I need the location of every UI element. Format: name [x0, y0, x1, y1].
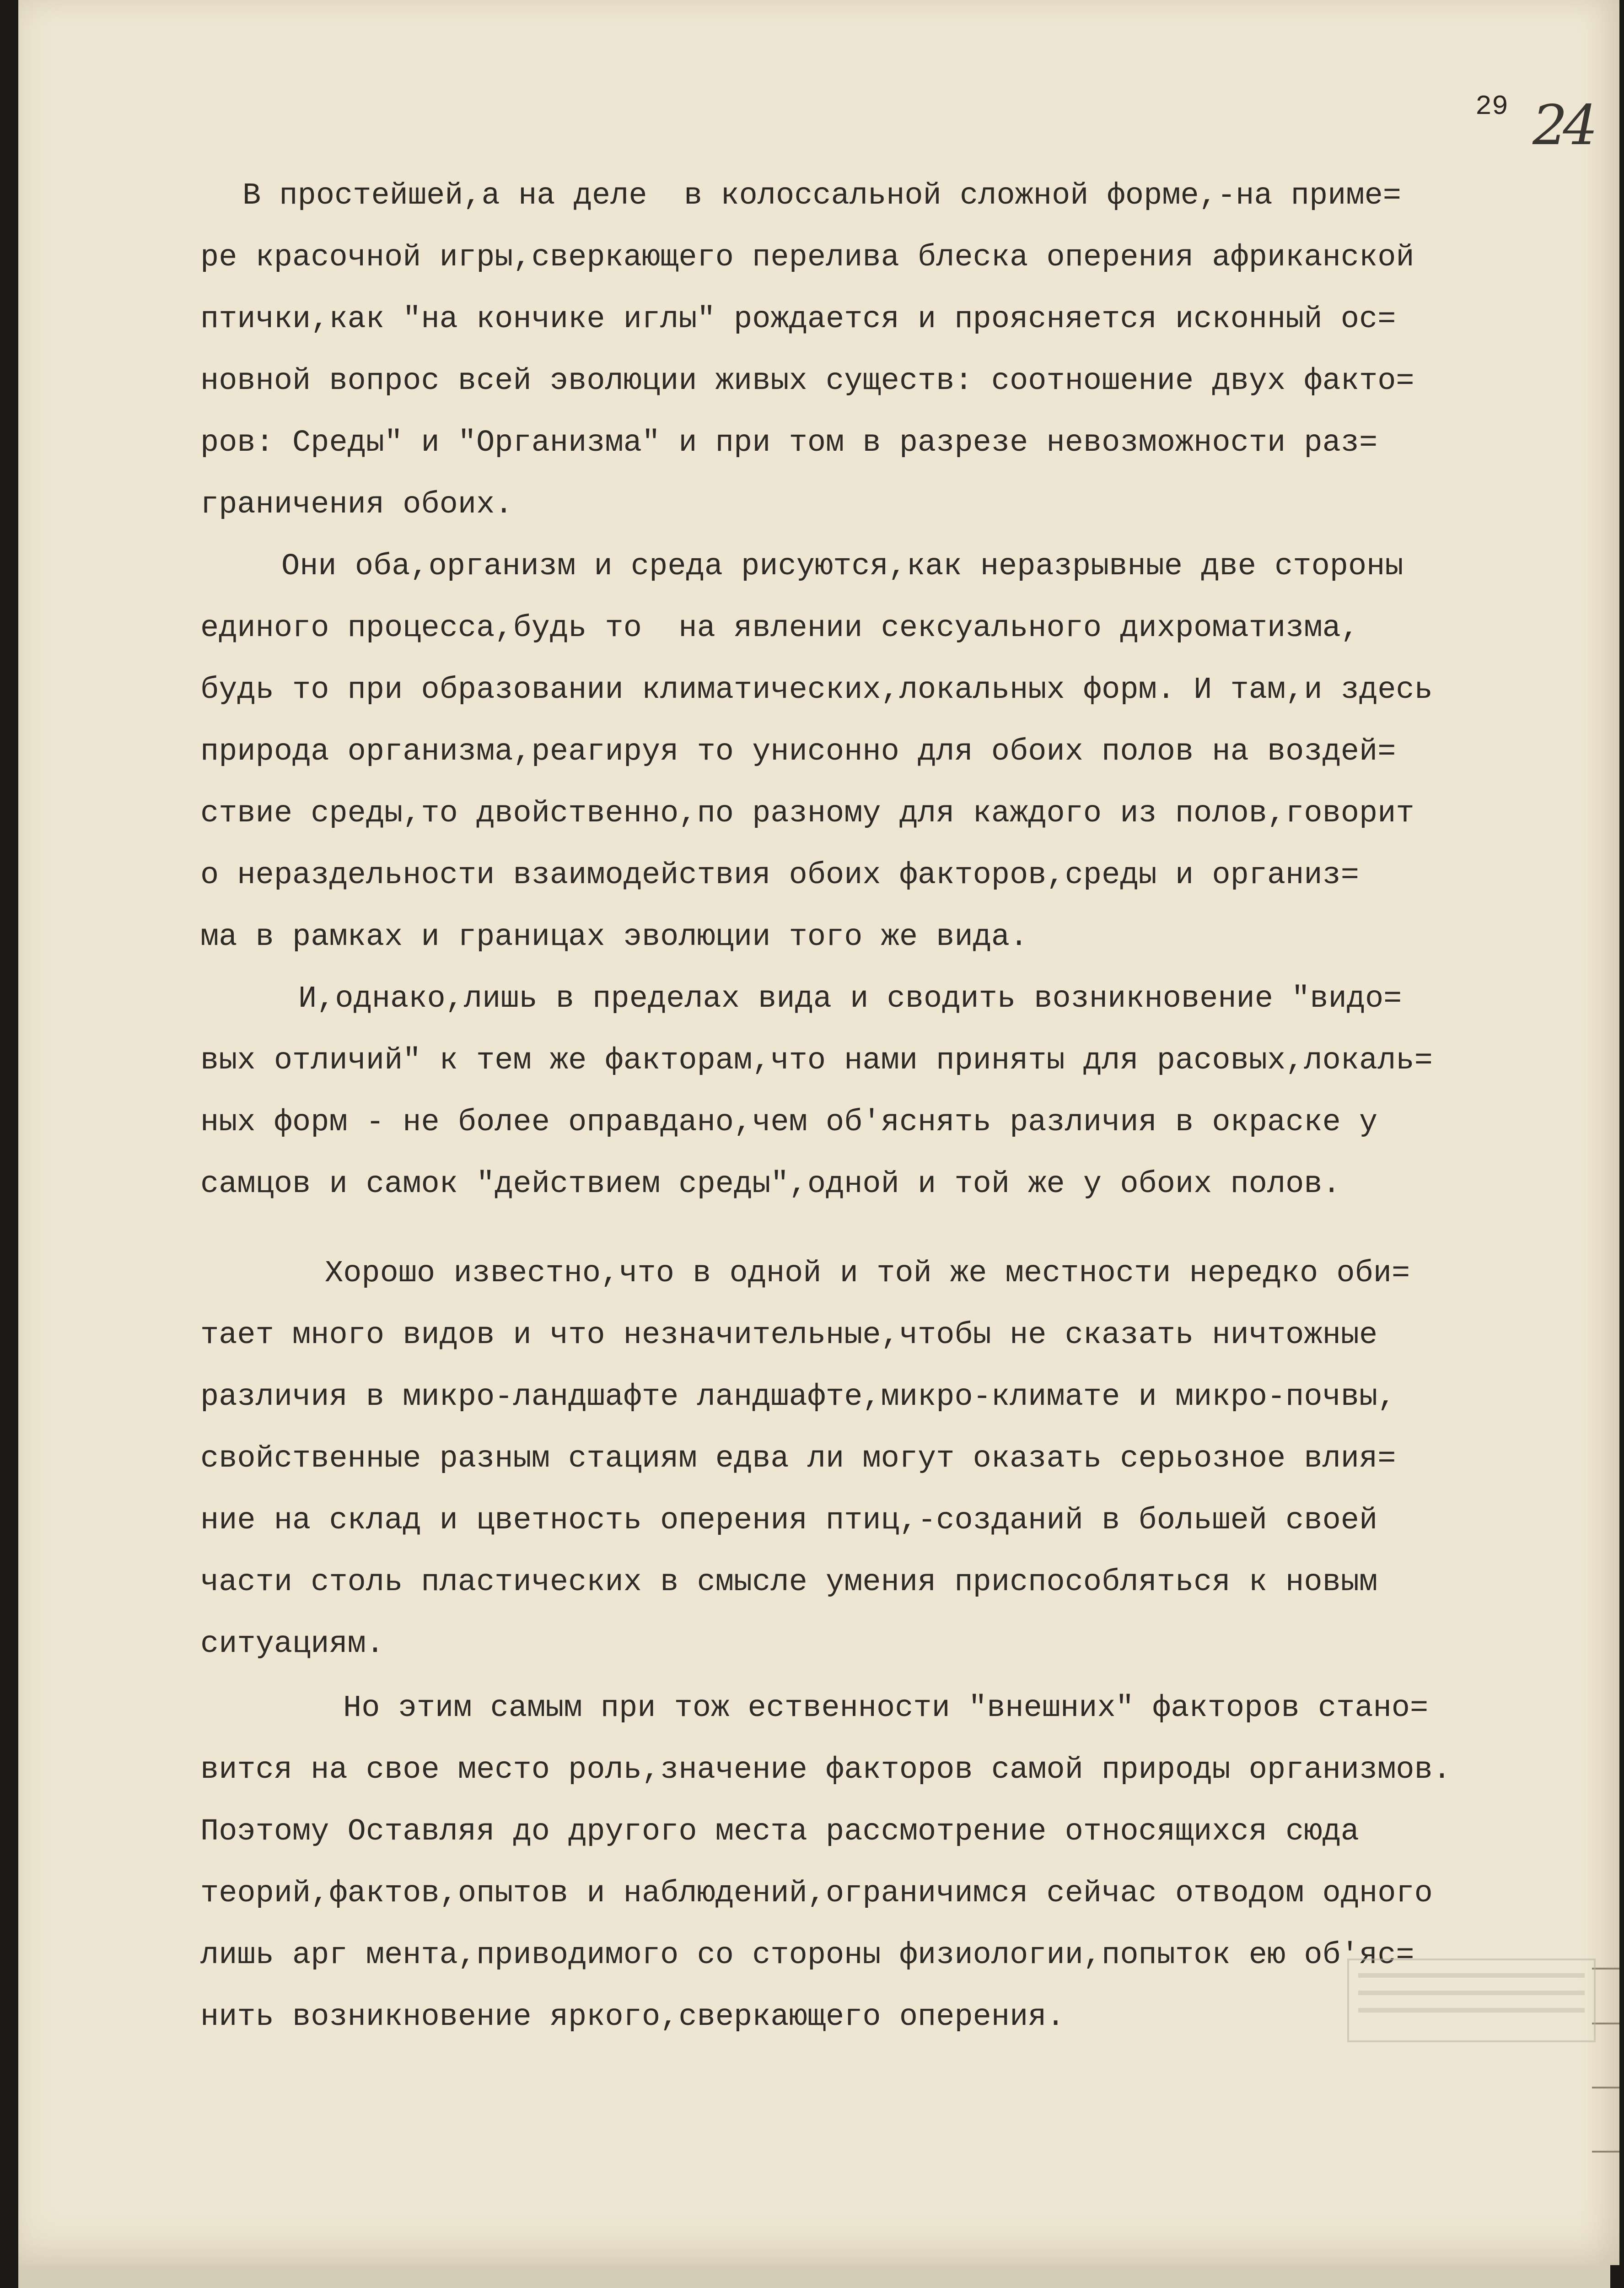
- page-edge-line: [1592, 1968, 1619, 1970]
- page-edge-line: [1592, 2023, 1619, 2024]
- text-line: ситуациям.: [200, 1627, 385, 1662]
- text-line: В простейшей,а на деле в колоссальной сложной форме,-на приме=: [242, 178, 1402, 213]
- page-edge-line: [1592, 2151, 1619, 2153]
- text-line: вится на свое место роль,значение факторов самой природы организмов.: [200, 1753, 1452, 1787]
- text-line: вых отличий" к тем же факторам,что нами приняты для расовых,локаль=: [200, 1043, 1433, 1078]
- text-line: ма в рамках и границах эволюции того же вида.: [200, 920, 1028, 955]
- text-line: будь то при образовании климатических,локальных форм. И там,и здесь: [200, 673, 1433, 707]
- text-line: различия в микро-ландшафте ландшафте,микро-климате и микро-почвы,: [200, 1380, 1396, 1414]
- text-line: ре красочной игры,сверкающего перелива блеска оперения африканской: [200, 240, 1414, 275]
- archive-page-number: 24: [1533, 94, 1593, 157]
- text-line: свойственные разным стациям едва ли могут оказать серьозное влия=: [200, 1441, 1396, 1476]
- stamp-line: [1358, 1991, 1585, 1995]
- text-line: теорий,фактов,опытов и наблюдений,ограничимся сейчас отводом одного: [200, 1876, 1433, 1911]
- text-line: Они оба,организм и среда рисуются,как неразрывные две стороны: [281, 549, 1404, 584]
- page-number: 29: [1475, 92, 1509, 123]
- text-line: единого процесса,будь то на явлении сексуального дихроматизма,: [200, 611, 1360, 646]
- page-stack: [18, 0, 1610, 2288]
- text-line: природа организма,реагируя то унисонно для обоих полов на воздей=: [200, 734, 1396, 769]
- text-line: о нераздельности взаимодействия обоих факторов,среды и организ=: [200, 858, 1360, 893]
- stamp-line: [1358, 2008, 1585, 2013]
- text-line: самцов и самок "действием среды",одной и той же у обоих полов.: [200, 1167, 1341, 1202]
- text-line: лишь арг мента,приводимого со стороны физиологии,попыток ею об'яс=: [200, 1938, 1414, 1973]
- text-line: ние на склад и цветность оперения птиц,-созданий в большей своей: [200, 1503, 1378, 1538]
- text-line: И,однако,лишь в пределах вида и сводить возникновение "видо=: [298, 982, 1402, 1016]
- text-line: нить возникновение яркого,сверкающего оперения.: [200, 2000, 1065, 2034]
- text-line: ствие среды,то двойственно,по разному для каждого из полов,говорит: [200, 796, 1414, 831]
- text-line: Но этим самым при тож ественности "внешних" факторов стано=: [343, 1691, 1429, 1726]
- text-line: Поэтому Оставляя до другого места рассмотрение относящихся сюда: [200, 1814, 1360, 1849]
- stamp-line: [1358, 1973, 1585, 1978]
- text-line: ров: Среды" и "Организма" и при том в разрезе невозможности раз=: [200, 426, 1378, 460]
- text-line: Хорошо известно,что в одной и той же местности нередко оби=: [325, 1256, 1410, 1291]
- text-line: части столь пластических в смысле умения приспособляться к новым: [200, 1565, 1378, 1600]
- document-page: [18, 0, 1619, 2265]
- text-line: птички,как "на кончике иглы" рождается и проясняется исконный ос=: [200, 302, 1396, 337]
- text-line: новной вопрос всей эволюции живых существ: соотношение двух факто=: [200, 364, 1414, 399]
- archive-stamp: [1347, 1959, 1596, 2042]
- page-edge-line: [1592, 2087, 1619, 2088]
- text-line: тает много видов и что незначительные,чтобы не сказать ничтожные: [200, 1318, 1378, 1353]
- text-line: граничения обоих.: [200, 487, 513, 522]
- text-line: ных форм - не более оправдано,чем об'яснять различия в окраске у: [200, 1105, 1378, 1140]
